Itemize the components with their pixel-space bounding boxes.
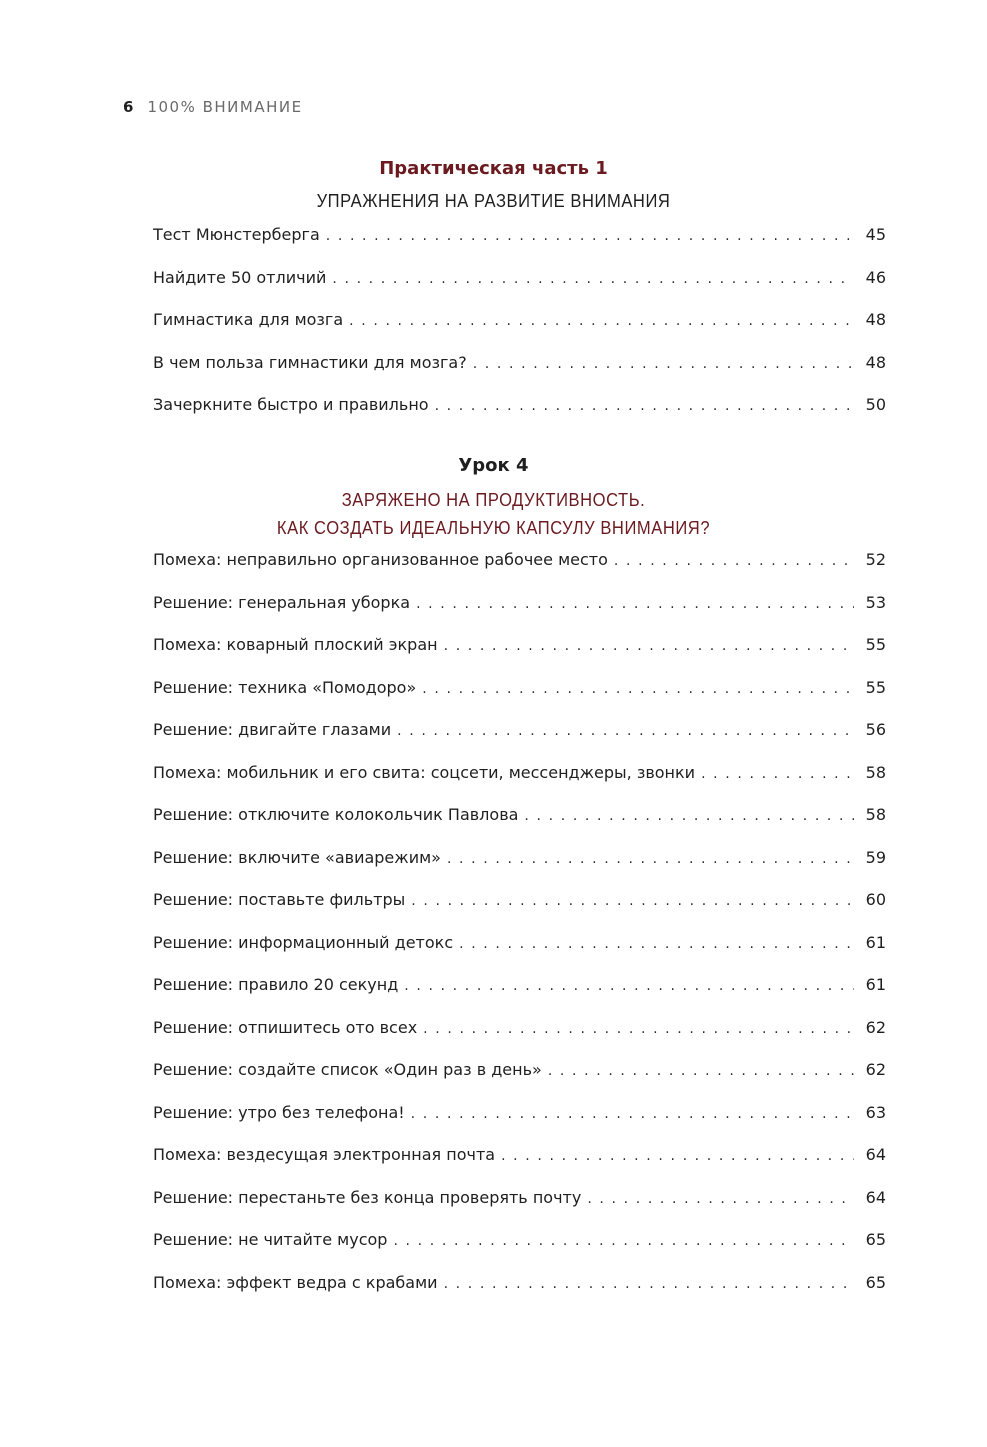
toc-entry-title: Решение: правило 20 секунд <box>153 975 399 994</box>
dot-leader <box>393 1233 854 1249</box>
toc-entry-title: Решение: создайте список «Один раз в день» <box>153 1060 542 1079</box>
toc-entry-page: 48 <box>865 310 886 329</box>
toc-entry[interactable] <box>153 763 886 806</box>
dot-leader <box>404 978 854 994</box>
dot-leader <box>422 681 854 697</box>
toc-entry[interactable] <box>153 1060 886 1103</box>
toc-list-section-1 <box>153 225 886 438</box>
toc-entry-page: 61 <box>865 975 886 994</box>
toc-entry-title: Решение: двигайте глазами <box>153 720 392 739</box>
dot-leader <box>411 893 854 909</box>
toc-entry[interactable] <box>153 1273 886 1316</box>
toc-entry[interactable] <box>153 395 886 438</box>
toc-entry[interactable] <box>153 225 886 268</box>
toc-entry-page: 58 <box>865 805 886 824</box>
dot-leader <box>435 398 854 414</box>
dot-leader <box>473 356 854 372</box>
dot-leader <box>548 1063 854 1079</box>
dot-leader <box>411 1106 854 1122</box>
toc-entry-title: Решение: утро без телефона! <box>153 1102 405 1122</box>
toc-entry-title: В чем польза гимнастики для мозга? <box>153 352 467 372</box>
toc-entry[interactable] <box>153 678 886 721</box>
dot-leader <box>447 851 854 867</box>
section-title-line-2: КАК СОЗДАТЬ ИДЕАЛЬНУЮ КАПСУЛУ ВНИМАНИЯ? <box>276 518 711 538</box>
toc-entry-page: 46 <box>865 267 886 287</box>
toc-entry-page: 55 <box>865 635 886 654</box>
toc-entry-title: Решение: информационный детокс <box>153 932 454 952</box>
dot-leader <box>397 723 854 739</box>
toc-entry-page: 63 <box>865 1102 886 1122</box>
toc-entry-title: Гимнастика для мозга <box>153 310 344 329</box>
toc-entry-title: Помеха: эффект ведра с крабами <box>153 1272 438 1292</box>
dot-leader <box>416 596 854 612</box>
toc-entry-page: 65 <box>865 1272 886 1292</box>
toc-entry-page: 62 <box>865 1060 886 1079</box>
toc-entry-title: Зачеркните быстро и правильно <box>153 395 429 414</box>
toc-entry[interactable] <box>153 268 886 311</box>
dot-leader <box>349 313 854 329</box>
running-head <box>123 98 303 116</box>
toc-entry-page: 64 <box>865 1145 886 1164</box>
page-number: 6 <box>123 98 134 116</box>
dot-leader <box>459 936 854 952</box>
dot-leader <box>444 638 854 654</box>
toc-entry[interactable] <box>153 593 886 636</box>
toc-entry-title: Решение: отключите колокольчик Павлова <box>153 805 519 824</box>
toc-entry[interactable] <box>153 848 886 891</box>
toc-list-section-2 <box>153 550 886 1315</box>
toc-entry[interactable] <box>153 1230 886 1273</box>
toc-entry-page: 59 <box>865 847 886 867</box>
toc-entry[interactable] <box>153 550 886 593</box>
toc-entry-title: Помеха: коварный плоский экран <box>153 635 438 654</box>
dot-leader <box>444 1276 854 1292</box>
toc-entry-title: Решение: отпишитесь ото всех <box>153 1017 418 1037</box>
toc-entry[interactable] <box>153 933 886 976</box>
toc-entry-page: 65 <box>865 1230 886 1249</box>
dot-leader <box>332 271 854 287</box>
section-title-line-1: ЗАРЯЖЕНО НА ПРОДУКТИВНОСТЬ. <box>341 490 646 510</box>
section-title-exercises: УПРАЖНЕНИЯ НА РАЗВИТИЕ ВНИМАНИЯ <box>316 191 671 211</box>
toc-entry-page: 53 <box>865 592 886 612</box>
toc-entry-title: Решение: не читайте мусор <box>153 1230 388 1249</box>
toc-entry-title: Решение: техника «Помодоро» <box>153 677 417 697</box>
book-title: 100% ВНИМАНИЕ <box>147 98 303 116</box>
toc-entry-page: 50 <box>865 395 886 414</box>
toc-entry[interactable] <box>153 805 886 848</box>
dot-leader <box>501 1148 854 1164</box>
dot-leader <box>614 553 854 569</box>
toc-entry-page: 45 <box>865 225 886 244</box>
toc-entry-title: Решение: поставьте фильтры <box>153 890 406 909</box>
toc-entry[interactable] <box>153 1145 886 1188</box>
section-label-lesson-4: Урок 4 <box>458 455 529 476</box>
toc-entry-title: Помеха: вездесущая электронная почта <box>153 1145 496 1164</box>
toc-entry[interactable] <box>153 1018 886 1061</box>
toc-entry-title: Тест Мюнстерберга <box>153 225 320 244</box>
toc-entry-title: Помеха: неправильно организованное рабочее место <box>153 550 608 569</box>
toc-entry-title: Решение: включите «авиарежим» <box>153 847 441 867</box>
toc-entry-page: 61 <box>865 932 886 952</box>
toc-entry[interactable] <box>153 975 886 1018</box>
dot-leader <box>701 766 854 782</box>
toc-entry[interactable] <box>153 1103 886 1146</box>
toc-entry-page: 60 <box>865 890 886 909</box>
dot-leader <box>423 1021 854 1037</box>
toc-entry-page: 62 <box>865 1017 886 1037</box>
toc-entry-title: Решение: генеральная уборка <box>153 592 411 612</box>
section-label-practical-part: Практическая часть 1 <box>379 158 608 179</box>
toc-entry-page: 58 <box>865 762 886 782</box>
toc-entry-title: Помеха: мобильник и его свита: соцсети, мессенджеры, звонки <box>153 762 696 782</box>
dot-leader <box>326 228 854 244</box>
dot-leader <box>587 1191 854 1207</box>
toc-entry-title: Найдите 50 отличий <box>153 267 327 287</box>
toc-entry-page: 55 <box>865 677 886 697</box>
toc-entry-page: 64 <box>865 1187 886 1207</box>
dot-leader <box>524 808 854 824</box>
toc-entry[interactable] <box>153 353 886 396</box>
toc-entry-page: 52 <box>865 550 886 569</box>
toc-entry-page: 56 <box>865 720 886 739</box>
toc-entry[interactable] <box>153 310 886 353</box>
toc-entry-title: Решение: перестаньте без конца проверять почту <box>153 1187 582 1207</box>
toc-entry-page: 48 <box>865 352 886 372</box>
toc-entry[interactable] <box>153 890 886 933</box>
toc-entry[interactable] <box>153 1188 886 1231</box>
toc-entry[interactable] <box>153 635 886 678</box>
toc-entry[interactable] <box>153 720 886 763</box>
